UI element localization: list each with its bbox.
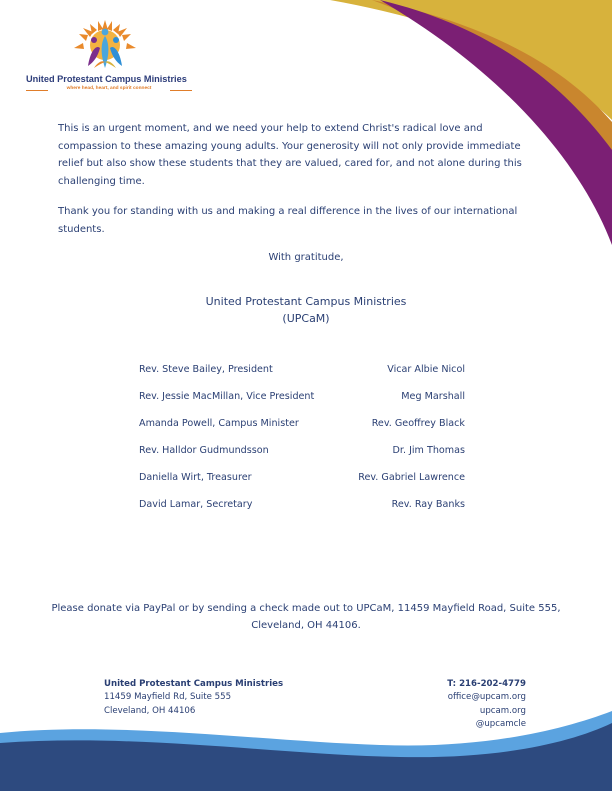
footer-phone: T: 216-202-4779: [447, 679, 526, 689]
appeal-paragraph: This is an urgent moment, and we need your help to extend Christ's radical love and compassion to these amazing young adults. Your generosity will not only provide immediate relief but also show these students that they are valued, cared for, and not alone during this challenging time.: [58, 123, 522, 187]
footer-org-name: United Protestant Campus Ministries: [104, 679, 284, 689]
footer-website-link[interactable]: upcam.org: [479, 705, 526, 716]
signatory-name: David Lamar, Secretary: [139, 499, 253, 510]
signatory-name: Rev. Steve Bailey, President: [139, 364, 273, 375]
signatory-name: Rev. Halldor Gudmundsson: [139, 445, 269, 456]
footer-wave-decoration: [0, 711, 612, 791]
logo-wordmark: United Protestant Campus Ministries: [26, 74, 187, 84]
closing-salutation: With gratitude,: [268, 252, 344, 263]
organization-abbreviation: (UPCaM): [282, 311, 330, 325]
signatory-name: Daniella Wirt, Treasurer: [139, 472, 252, 483]
signatory-name: Meg Marshall: [401, 391, 465, 402]
tagline-rule-left: [26, 90, 48, 91]
logo-tagline: where head, heart, and spirit connect: [66, 86, 152, 91]
signatory-name: Amanda Powell, Campus Minister: [139, 418, 299, 429]
organization-signature: [0, 294, 612, 327]
organization-name: United Protestant Campus Ministries: [205, 295, 407, 308]
footer-social-handle[interactable]: @upcamcle: [475, 719, 526, 730]
signatory-name: Rev. Gabriel Lawrence: [358, 472, 465, 483]
footer-address-line1: 11459 Mayfield Rd, Suite 555: [104, 692, 232, 703]
footer-email-link[interactable]: office@upcam.org: [447, 692, 526, 703]
thanks-paragraph: Thank you for standing with us and making a real difference in the lives of our international students.: [58, 206, 518, 235]
donation-instructions: Please donate via PayPal or by sending a check made out to UPCaM, 11459 Mayfield Road, Suite 555, Cleveland, OH 44106.: [51, 603, 561, 631]
signatory-name: Rev. Ray Banks: [391, 499, 465, 510]
signatory-name: Rev. Jessie MacMillan, Vice President: [139, 391, 315, 402]
logo-tagline-row: [26, 86, 192, 96]
signatory-name: Vicar Albie Nicol: [387, 364, 465, 375]
tagline-rule-right: [170, 90, 192, 91]
sunburst-people-logo-icon: [70, 18, 140, 78]
footer-address-line2: Cleveland, OH 44106: [104, 705, 196, 716]
signatory-name: Rev. Geoffrey Black: [371, 418, 465, 429]
signatory-name: Dr. Jim Thomas: [392, 445, 465, 456]
logo: [22, 18, 192, 98]
